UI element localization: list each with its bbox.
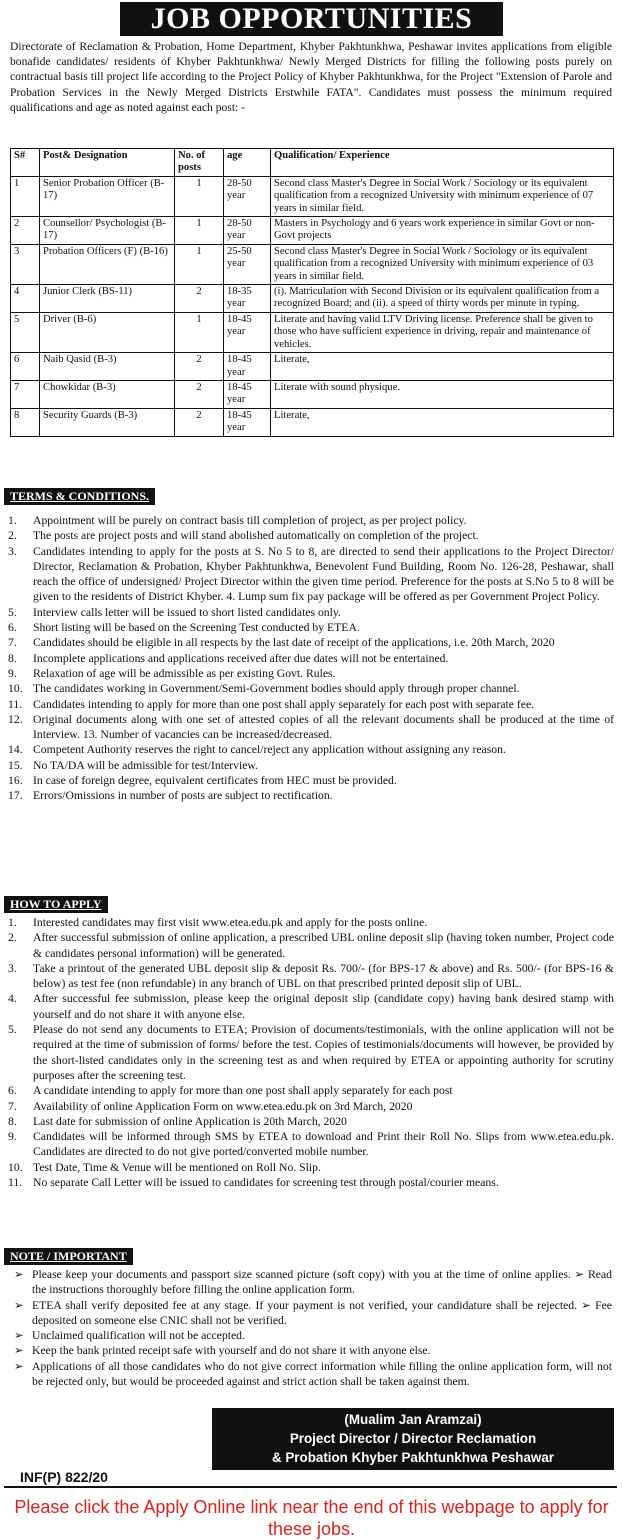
- item-text: Original documents along with one set of attested copies of all the relevant documents shall be produced at the time of Interview. 13. Number of vacancies can be increased/decreased.: [33, 712, 614, 742]
- table-row: [11, 217, 614, 245]
- item-number: 8.: [8, 651, 17, 665]
- notes-heading: NOTE / IMPORTANT: [4, 1248, 133, 1265]
- cell-age: 18-35 year: [224, 285, 271, 313]
- cell-sn: 8: [11, 408, 40, 436]
- item-text: Candidates intending to apply for the posts at S. No 5 to 8, are directed to send their applications to the Project Director/ Director, Reclamation & Probation, Khyber Pakhtunkhwa, Benevolent Fund Building, Room No. 126-28, Peshawar, shall reach the office of undersigned/ Project Director within the given time period. Preference for the posts at S.No 5 to 8 will be given to the residents of District Khyber. 4. Lump sum fix pay package will be offered as per Government Project Policy.: [33, 544, 614, 604]
- table-row: [11, 285, 614, 313]
- cell-num: 1: [175, 176, 224, 216]
- arrow-bullet-icon: ➢: [14, 1359, 24, 1373]
- list-item: [8, 605, 614, 620]
- cell-qual: Second class Master's Degree in Social Work / Sociology or its equivalent qualification from a recognized University with minimum experience of 03 years in similar field.: [271, 244, 614, 284]
- item-number: 15.: [8, 758, 23, 772]
- cell-age: 18-45 year: [224, 408, 271, 436]
- cell-age: 28-50 year: [224, 176, 271, 216]
- cell-qual: Literate and having valid LTV Driving license. Preference shall be given to those who have sufficient experience in driving, repair and maintenance of vehicles.: [271, 312, 614, 352]
- header-age: age: [224, 149, 271, 177]
- cell-sn: 4: [11, 285, 40, 313]
- header-sn: S#: [11, 149, 40, 177]
- cell-post: Chowkidar (B-3): [40, 380, 175, 408]
- cell-num: 2: [175, 353, 224, 381]
- howto-heading: HOW TO APPLY: [4, 896, 108, 913]
- table-row: [11, 312, 614, 352]
- item-text: No TA/DA will be admissible for test/Interview.: [33, 758, 258, 772]
- cell-num: 1: [175, 312, 224, 352]
- item-number: 9.: [8, 666, 17, 680]
- terms-heading: TERMS & CONDITIONS.: [4, 488, 155, 505]
- item-text: A candidate intending to apply for more than one post shall apply separately for each post: [33, 1084, 453, 1098]
- cell-sn: 5: [11, 312, 40, 352]
- list-item: [8, 651, 614, 666]
- item-text: Appointment will be purely on contract basis till completion of project, as per project policy.: [33, 514, 467, 527]
- item-text: Short listing will be based on the Screening Test conducted by ETEA.: [33, 621, 360, 635]
- item-number: 8.: [8, 1114, 17, 1128]
- item-number: 7.: [8, 1099, 17, 1113]
- table-row: [11, 380, 614, 408]
- list-item: [10, 1359, 612, 1390]
- list-item: [8, 742, 614, 757]
- note-text: Applications of all those candidates who do not give correct information while filling the online application form, will not be rejected only, but would be proceeded against and strict action shall be taken against them.: [32, 1359, 612, 1389]
- item-number: 10.: [8, 682, 23, 696]
- list-item: [8, 697, 614, 712]
- item-text: No separate Call Letter will be issued to candidates for screening test through postal/courier means.: [33, 1176, 499, 1190]
- list-item: [10, 1343, 612, 1358]
- list-item: [8, 544, 614, 605]
- header-qual: Qualification/ Experience: [271, 149, 614, 177]
- item-text: Relaxation of age will be admissible as per existing Govt. Rules.: [33, 666, 336, 680]
- arrow-bullet-icon: ➢: [14, 1268, 24, 1281]
- item-number: 11.: [8, 1176, 23, 1190]
- cell-age: 18-45 year: [224, 380, 271, 408]
- terms-list: [8, 513, 614, 804]
- item-text: Test Date, Time & Venue will be mentioned on Roll No. Slip.: [33, 1160, 321, 1174]
- arrow-bullet-icon: ➢: [14, 1298, 24, 1312]
- list-item: [8, 915, 614, 930]
- bottom-divider: [4, 1486, 617, 1488]
- cell-sn: 7: [11, 380, 40, 408]
- cell-qual: Literate with sound physique.: [271, 380, 614, 408]
- header-num: No. of posts: [175, 149, 224, 177]
- list-item: [8, 1114, 614, 1129]
- item-number: 4.: [8, 992, 17, 1006]
- list-item: [8, 635, 614, 650]
- inf-number: INF(P) 822/20: [20, 1469, 108, 1485]
- note-text: Please keep your documents and passport size scanned picture (soft copy) with you at the time of online applies. ➢ Read the instructions thoroughly before filling the online application form.: [32, 1268, 612, 1297]
- cell-post: Counsellor/ Psychologist (B-17): [40, 217, 175, 245]
- item-number: 5.: [8, 1023, 17, 1037]
- note-text: Keep the bank printed receipt safe with yourself and do not share it with anyone else.: [32, 1344, 431, 1358]
- item-text: Candidates will be informed through SMS by ETEA to download and Print their Roll No. Slips from www.etea.edu.pk. Candidates are directed to do not give ported/converted mobile number.: [33, 1130, 614, 1159]
- cell-num: 2: [175, 408, 224, 436]
- cell-post: Naib Qasid (B-3): [40, 353, 175, 381]
- item-number: 6.: [8, 621, 17, 635]
- howto-list: [8, 915, 614, 1190]
- item-number: 17.: [8, 789, 23, 803]
- list-item: [8, 1022, 614, 1083]
- item-text: Take a printout of the generated UBL deposit slip & deposit Rs. 700/- (for BPS-17 & above) and Rs. 500/- (for BPS-16 & below) as test fee (non refundable) in any branch of UBL on that prescribed printed deposit slip of UBL.: [33, 961, 614, 991]
- item-text: After successful submission of online application, a prescribed UBL online deposit slip (having token number, Project code & candidates personal information) will be generated.: [33, 931, 614, 960]
- list-item: [8, 1099, 614, 1114]
- item-text: Last date for submission of online Application is 20th March, 2020: [33, 1114, 347, 1128]
- list-item: [10, 1267, 612, 1298]
- list-item: [8, 1175, 614, 1190]
- table-row: [11, 176, 614, 216]
- item-number: 11.: [8, 697, 23, 711]
- jobs-table: [10, 148, 614, 437]
- cell-num: 1: [175, 217, 224, 245]
- item-text: In case of foreign degree, equivalent certificates from HEC must be provided.: [33, 774, 397, 788]
- cell-num: 2: [175, 285, 224, 313]
- cell-sn: 3: [11, 244, 40, 284]
- signature-block: [212, 1408, 614, 1470]
- table-header-row: [11, 149, 614, 177]
- list-item: [8, 712, 614, 743]
- item-text: Competent Authority reserves the right to cancel/reject any application without assigning any reason.: [33, 743, 506, 757]
- cell-sn: 1: [11, 176, 40, 216]
- header-post: Post& Designation: [40, 149, 175, 177]
- note-text: ETEA shall verify deposited fee at any stage. If your payment is not verified, your candidature shall be rejected. ➢ Fee deposited on someone else CNIC shall not be verified.: [32, 1298, 612, 1327]
- list-item: [8, 788, 614, 803]
- cell-sn: 2: [11, 217, 40, 245]
- cell-age: 18-45 year: [224, 353, 271, 381]
- cell-post: Probation Officers (F) (B-16): [40, 244, 175, 284]
- item-number: 16.: [8, 774, 23, 788]
- item-number: 14.: [8, 743, 23, 757]
- arrow-bullet-icon: ➢: [14, 1329, 24, 1343]
- list-item: [8, 961, 614, 992]
- arrow-bullet-icon: ➢: [14, 1344, 24, 1358]
- notes-list: [10, 1267, 612, 1389]
- item-text: Interested candidates may first visit www.etea.edu.pk and apply for the posts online.: [33, 916, 428, 929]
- item-number: 3.: [8, 544, 17, 558]
- item-text: After successful fee submission, please keep the original deposit slip (candidate copy) having bank desired stamp with yourself and do not share it with anyone else.: [33, 992, 614, 1021]
- cell-num: 2: [175, 380, 224, 408]
- item-number: 5.: [8, 605, 17, 619]
- item-number: 6.: [8, 1084, 17, 1098]
- cell-sn: 6: [11, 353, 40, 381]
- table-row: [11, 244, 614, 284]
- item-number: 12.: [8, 712, 23, 726]
- list-item: [8, 930, 614, 961]
- item-number: 1.: [8, 916, 17, 929]
- item-text: Candidates intending to apply for more than one post shall apply separately for each post with separate fee.: [33, 697, 535, 711]
- page-title: JOB OPPORTUNITIES: [120, 2, 503, 36]
- table-row: [11, 408, 614, 436]
- cell-age: 28-50 year: [224, 217, 271, 245]
- cell-qual: Literate,: [271, 408, 614, 436]
- list-item: [8, 991, 614, 1022]
- item-text: Errors/Omissions in number of posts are subject to rectification.: [33, 789, 333, 803]
- item-text: Candidates should be eligible in all respects by the last date of receipt of the applications, i.e. 20th March, 2020: [33, 636, 555, 650]
- item-number: 10.: [8, 1160, 23, 1174]
- list-item: [8, 681, 614, 696]
- table-row: [11, 353, 614, 381]
- list-item: [8, 513, 614, 528]
- signatory-title-line1: Project Director / Director Reclamation: [289, 1431, 537, 1446]
- item-number: 2.: [8, 529, 17, 543]
- list-item: [8, 620, 614, 635]
- cell-qual: Masters in Psychology and 6 years work experience in similar Govt or non-Govt projects: [271, 217, 614, 245]
- item-text: Please do not send any documents to ETEA; Provision of documents/testimonials, with the online application will not be required at the time of submission of forms/ before the test. Copies of testimonials/documents will however, be provided by the short-listed candidates only in the screening test as and when required by ETEA or appointing authority for scrutiny purposes after the screening test.: [33, 1023, 614, 1082]
- item-text: Availability of online Application Form on www.etea.edu.pk on 3rd March, 2020: [33, 1099, 413, 1113]
- list-item: [8, 758, 614, 773]
- signatory-title-line2: & Probation Khyber Pakhtunkhwa Peshawar: [271, 1450, 554, 1465]
- item-number: 9.: [8, 1130, 17, 1144]
- list-item: [8, 666, 614, 681]
- cell-qual: (i). Matriculation with Second Division or its equivalent qualification from a recognized Board; and (ii). a speed of thirty words per minute in typing.: [271, 285, 614, 313]
- list-item: [8, 773, 614, 788]
- signatory-name: (Mualim Jan Aramzai): [344, 1412, 482, 1427]
- list-item: [8, 1160, 614, 1175]
- item-number: 7.: [8, 636, 17, 650]
- item-number: 1.: [8, 514, 17, 527]
- cell-post: Security Guards (B-3): [40, 408, 175, 436]
- list-item: [8, 528, 614, 543]
- item-number: 3.: [8, 961, 17, 975]
- cell-qual: Literate,: [271, 353, 614, 381]
- jobs-table-body: [11, 176, 614, 436]
- list-item: [8, 1129, 614, 1160]
- item-text: The posts are project posts and will stand abolished automatically on completion of the project.: [33, 529, 479, 543]
- cell-qual: Second class Master's Degree in Social Work / Sociology or its equivalent qualification from a recognized University with minimum experience of 07 years in similar field.: [271, 176, 614, 216]
- cell-num: 1: [175, 244, 224, 284]
- list-item: [10, 1298, 612, 1329]
- item-text: Incomplete applications and applications received after due dates will not be entertained.: [33, 651, 449, 665]
- cell-post: Senior Probation Officer (B-17): [40, 176, 175, 216]
- cell-post: Driver (B-6): [40, 312, 175, 352]
- cell-age: 18-45 year: [224, 312, 271, 352]
- item-number: 2.: [8, 931, 17, 945]
- cell-age: 25-50 year: [224, 244, 271, 284]
- item-text: The candidates working in Government/Semi-Government bodies should apply through proper channel.: [33, 682, 520, 696]
- list-item: [10, 1328, 612, 1343]
- apply-online-note: Please click the Apply Online link near the end of this webpage to apply for these jobs.: [14, 1497, 609, 1539]
- intro-paragraph: Directorate of Reclamation & Probation, Home Department, Khyber Pakhtunkhwa, Peshawar invites applications from eligible bonafide candidates/ residents of Khyber Pakhtunkhwa/ Newly Merged Districts for filling the following posts purely on contractual basis till project life according to the Project Policy of Khyber Pakhtunkhwa, for the Project "Extension of Parole and Probation Services in the Newly Merged Districts Erstwhile FATA". Candidates must possess the minimum required qualifications and age as noted against each post: -: [10, 40, 612, 114]
- list-item: [8, 1083, 614, 1098]
- item-text: Interview calls letter will be issued to short listed candidates only.: [33, 605, 341, 619]
- cell-post: Junior Clerk (BS-11): [40, 285, 175, 313]
- note-text: Unclaimed qualification will not be accepted.: [32, 1329, 245, 1343]
